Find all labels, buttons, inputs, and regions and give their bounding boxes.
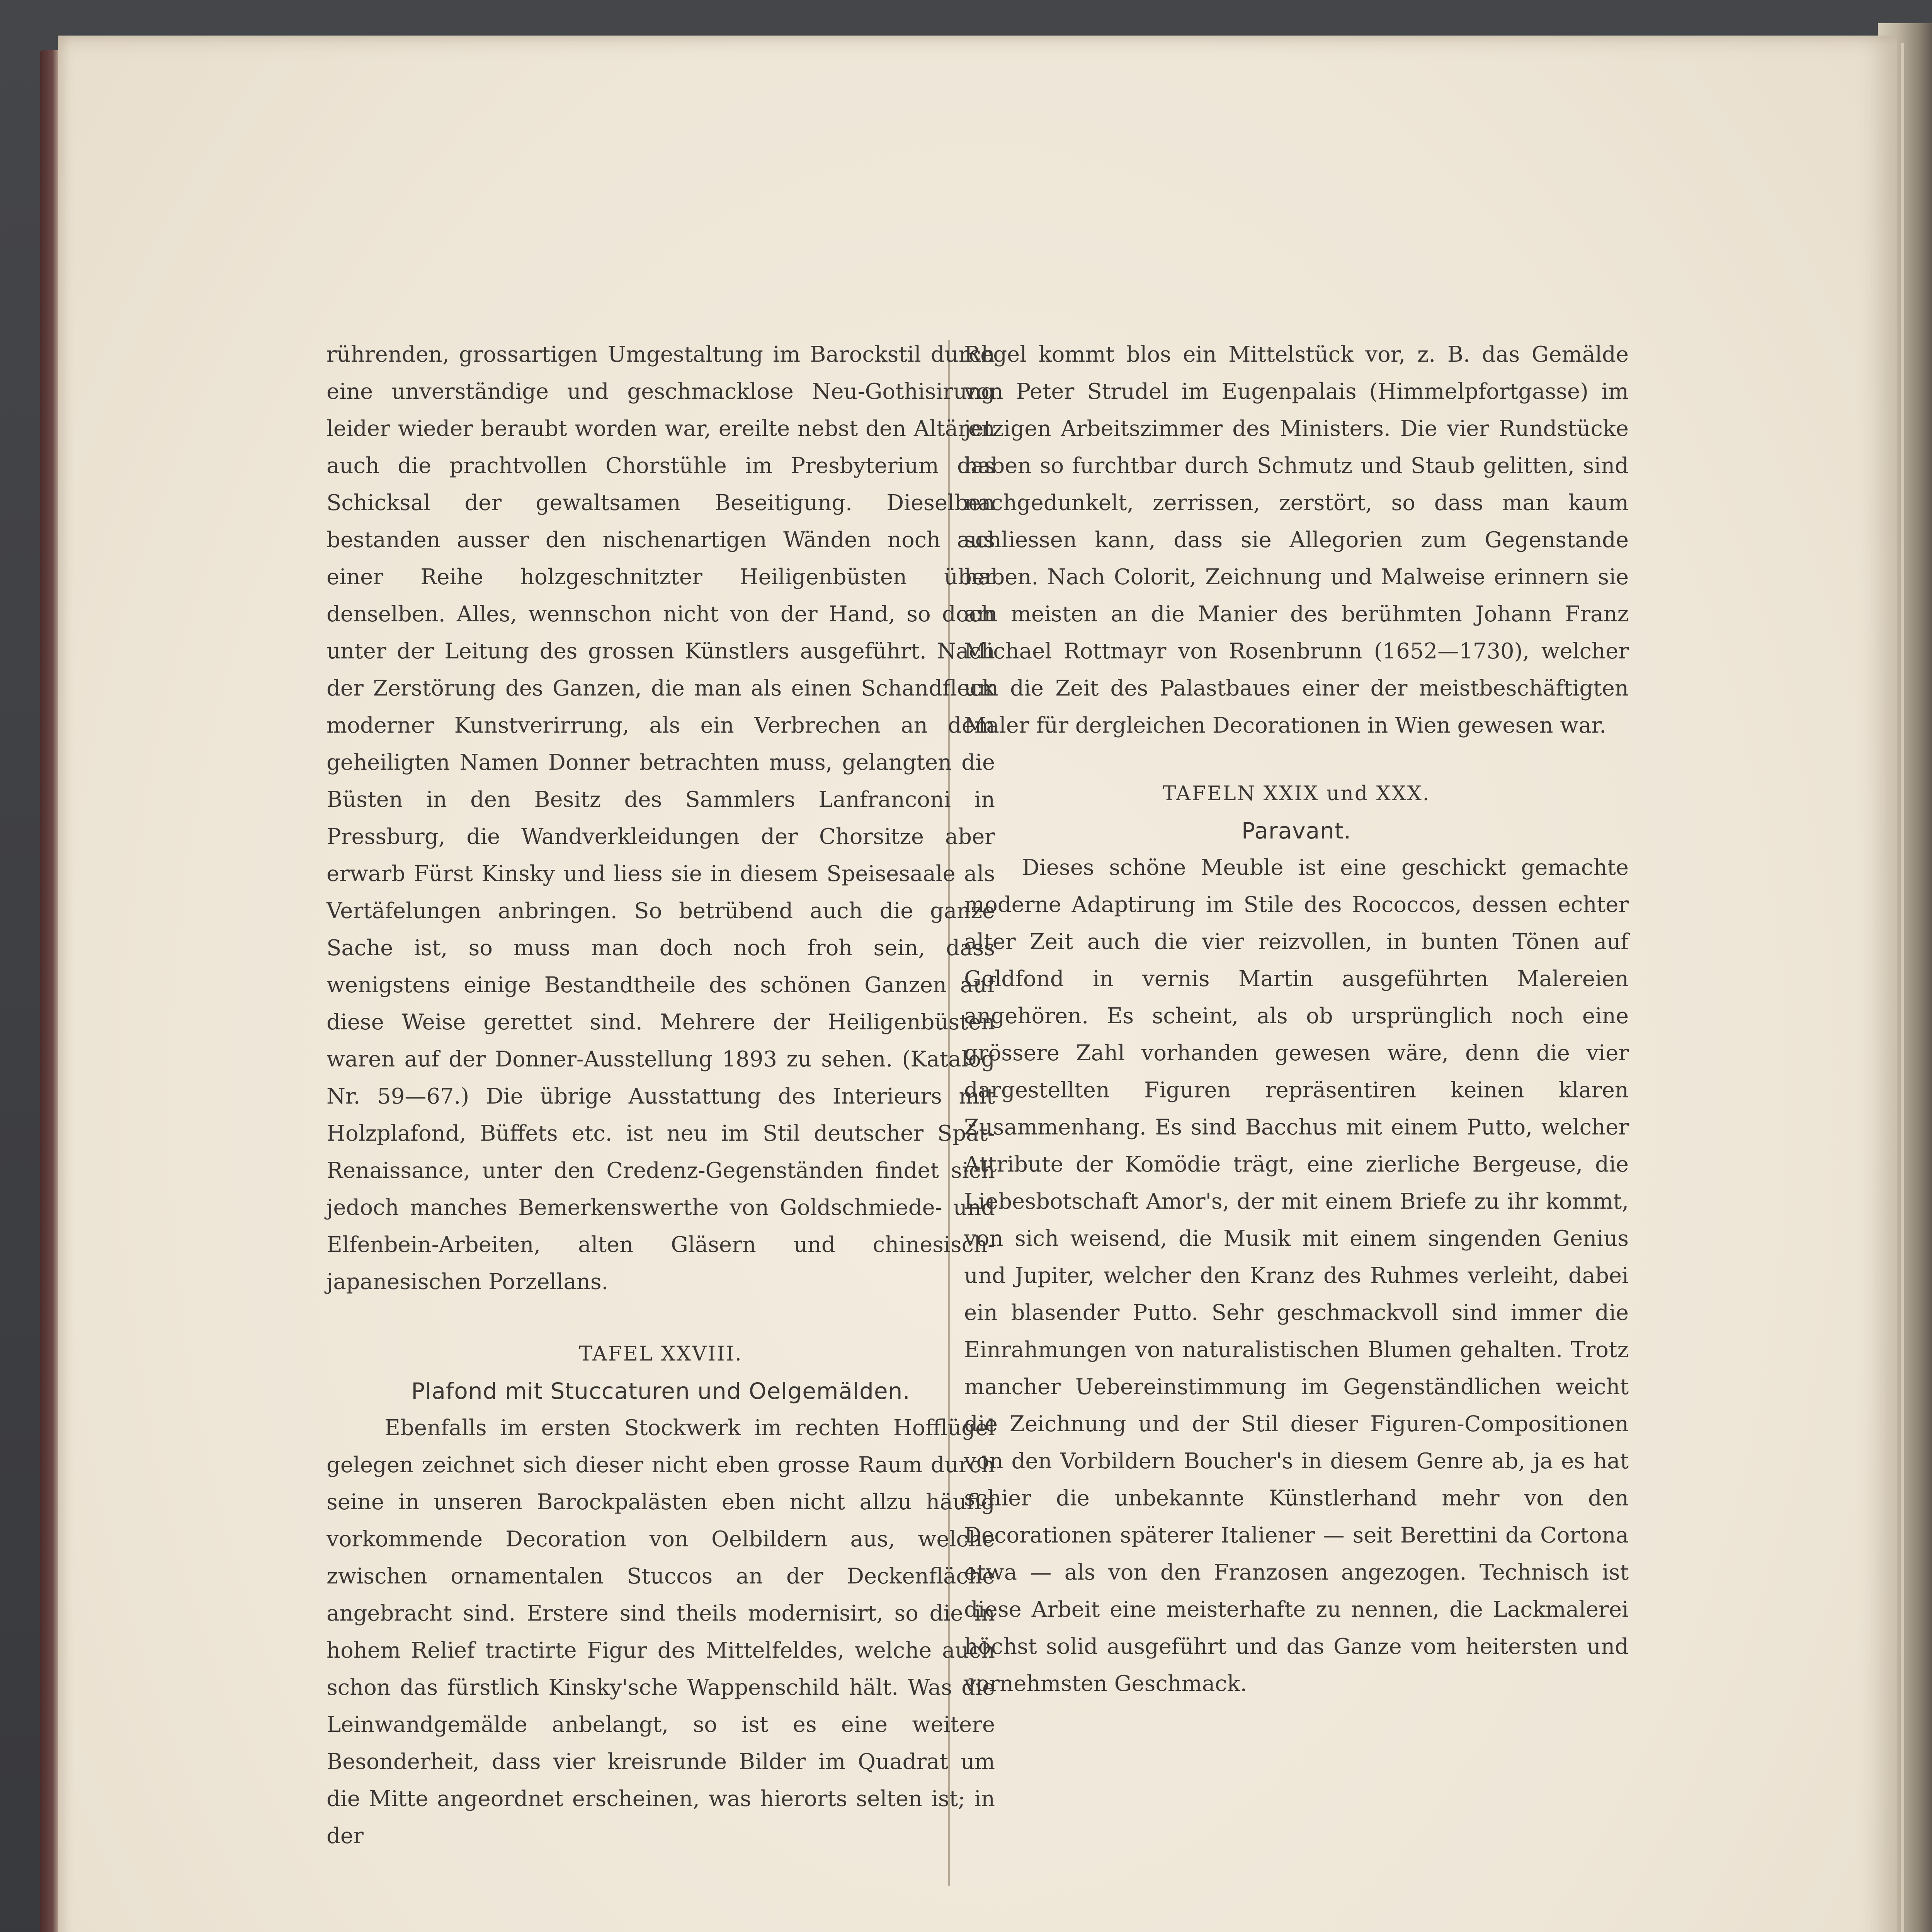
left-paragraph-1: rührenden, grossartigen Umgestaltung im Barockstil durch eine unverständige und geschmacklose Neu-Gothisirung leider wieder beraubt worden war, ereilte nebst den Altären auch die prachtvollen Chorstühle im Presbyterium das Schicksal der gewaltsamen Beseitigung. Dieselben bestanden ausser den nischenartigen Wänden noch aus einer Reihe holzgeschnitzter Heiligenbüsten über denselben. Alles, wennschon nicht von der Hand, so doch unter der Leitung des grossen Künstlers ausgeführt. Nach der Zerstörung des Ganzen, die man als einen Schandfleck moderner Kunstverirrung, als ein Verbrechen an dem geheiligten Namen Donner betrachten muss, gelangten die Büsten in den Besitz des Sammlers Lanfranconi in Pressburg, die Wandverkleidungen der Chorsitze aber erwarb Fürst Kinsky und liess sie in diesem Speisesaale als Vertäfelungen anbringen. So betrübend auch die ganze Sache ist, so muss man doch noch froh sein, dass wenigstens einige Bestandtheile des schönen Ganzen auf diese Weise gerettet sind. Mehrere der Heiligenbüsten waren auf der Donner-Ausstellung 1893 zu sehen. (Katalog Nr. 59—67.) Die übrige Ausstattung des Interieurs mit Holzplafond, Büffets etc. ist neu im Stil deutscher Spät-Renaissance, unter den Credenz-Gegenständen findet sich jedoch manches Bemerkenswerthe von Goldschmiede- und Elfenbein-Arbeiten, alten Gläsern und chinesisch-japanesischen Porzellans.	[327, 342, 995, 1294]
spacer	[964, 744, 1629, 775]
right-paragraph-1: Regel kommt blos ein Mittelstück vor, z. B. das Gemälde von Peter Strudel im Eugenpalais (Himmelpfortgasse) im jetzigen Arbeitszimmer des Ministers. Die vier Rundstücke haben so furchtbar durch Schmutz und Staub gelitten, sind nachgedunkelt, zerrissen, zerstört, so dass man kaum schliessen kann, dass sie Allegorien zum Gegenstande haben. Nach Colorit, Zeichnung und Malweise erinnern sie am meisten an die Manier des berühmten Johann Franz Michael Rottmayr von Rosenbrunn (1652—1730), welcher um die Zeit des Palastbaues einer der meistbeschäftigten Maler für dergleichen Decorationen in Wien gewesen war.	[964, 342, 1629, 738]
left-column	[327, 336, 995, 1855]
right-column	[964, 336, 1629, 1702]
left-paragraph-2: Ebenfalls im ersten Stockwerk im rechten Hofflügel gelegen zeichnet sich dieser nicht eben grosse Raum durch seine in unseren Barockpalästen eben nicht allzu häufig vorkommende Decoration von Oelbildern aus, welche zwischen ornamentalen Stuccos an der Deckenfläche angebracht sind. Erstere sind theils modernisirt, so die in hohem Relief tractirte Figur des Mittelfeldes, welche auch schon das fürstlich Kinsky'sche Wappenschild hält. Was die Leinwandgemälde anbelangt, so ist es eine weitere Besonderheit, dass vier kreisrunde Bilder im Quadrat um die Mitte angeordnet erscheinen, was hierorts selten ist; in der	[327, 1415, 995, 1849]
tafeln-xxix-xxx-label: TAFELN XXIX und XXX.	[1162, 782, 1430, 805]
tafel-xxviii-title: Plafond mit Stuccaturen und Oelgemälden.	[411, 1378, 910, 1404]
spacer	[327, 1301, 995, 1335]
tafeln-xxix-xxx-title: Paravant.	[1241, 818, 1352, 844]
right-paragraph-2: Dieses schöne Meuble ist eine geschickt gemachte moderne Adaptirung im Stile des Rococcos, dessen echter alter Zeit auch die vier reizvollen, in bunten Tönen auf Goldfond in vernis Martin ausgeführten Malereien angehören. Es scheint, als ob ursprünglich noch eine grössere Zahl vorhanden gewesen wäre, denn die vier dargestellten Figuren repräsentiren keinen klaren Zusammenhang. Es sind Bacchus mit einem Putto, welcher Attribute der Komödie trägt, eine zierliche Bergeuse, die Liebesbotschaft Amor's, der mit einem Briefe zu ihr kommt, von sich weisend, die Musik mit einem singenden Genius und Jupiter, welcher den Kranz des Ruhmes verleiht, dabei ein blasender Putto. Sehr geschmackvoll sind immer die Einrahmungen von naturalistischen Blumen gehalten. Trotz mancher Uebereinstimmung im Gegenständlichen weicht die Zeichnung und der Stil dieser Figuren-Compositionen von den Vorbildern Boucher's in diesem Genre ab, ja es hat schier die unbekannte Künstlerhand mehr von den Decorationen späterer Italiener — seit Berettini da Cortona etwa — als von den Franzosen angezogen. Technisch ist diese Arbeit eine meisterhafte zu nennen, die Lackmalerei höchst solid ausgeführt und das Ganze vom heitersten und vornehmsten Geschmack.	[964, 855, 1629, 1696]
page-edge	[1901, 43, 1904, 1932]
tafel-xxviii-label: TAFEL XXVIII.	[579, 1342, 743, 1366]
